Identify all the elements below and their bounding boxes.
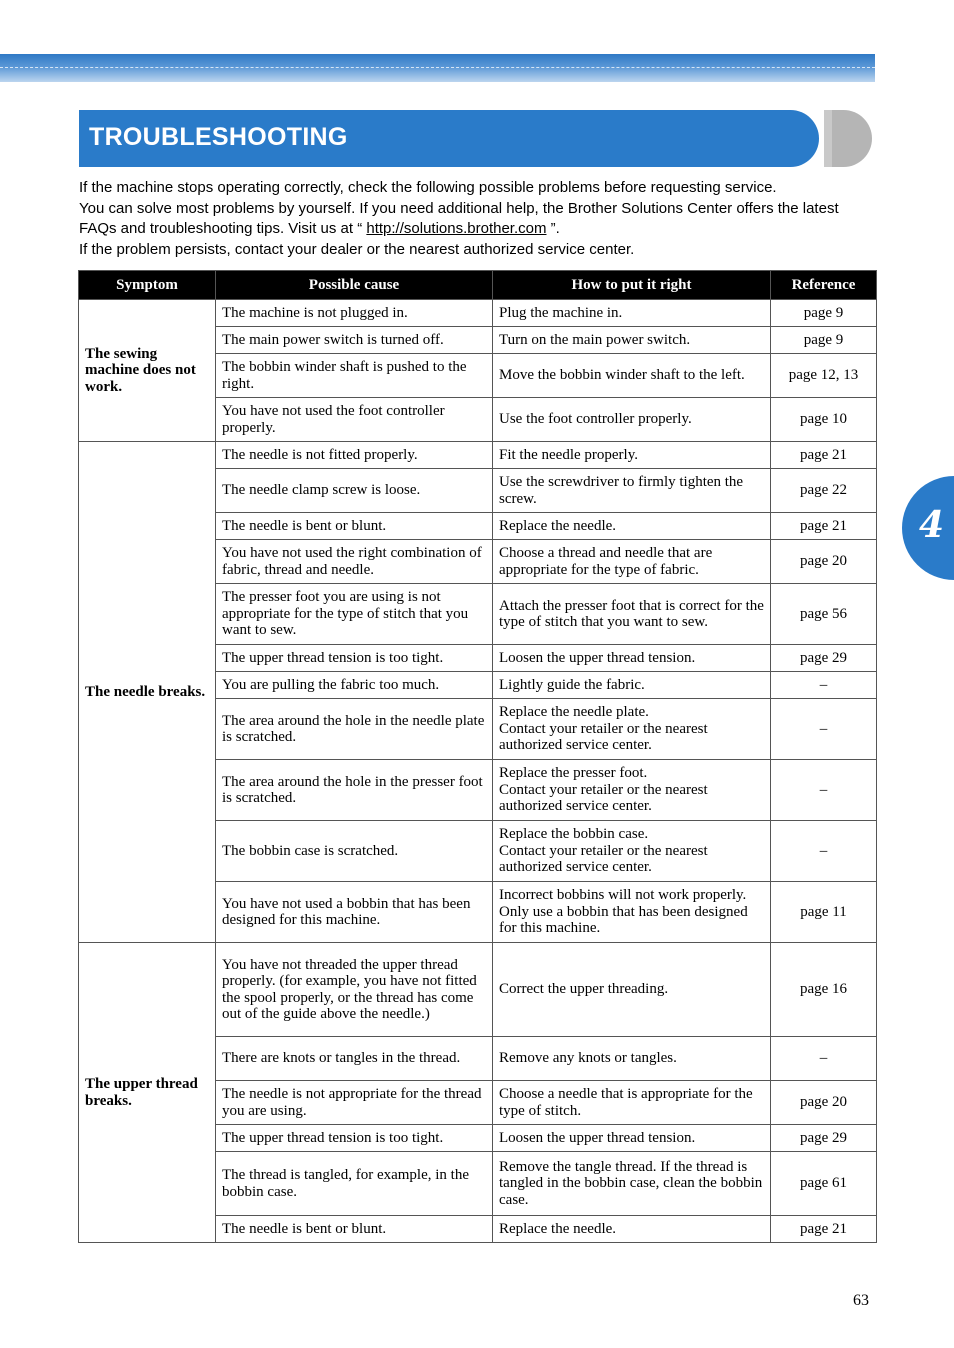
fix-cell: Remove any knots or tangles.: [493, 1037, 771, 1081]
chapter-tab: [902, 476, 954, 580]
cause-cell: The area around the hole in the needle plate is scratched.: [216, 699, 493, 760]
fix-cell: Replace the needle plate. Contact your retailer or the nearest authorized service center.: [493, 699, 771, 760]
reference-cell: page 29: [771, 645, 877, 672]
fix-cell: Replace the needle.: [493, 513, 771, 540]
reference-cell: page 56: [771, 584, 877, 645]
reference-cell: page 29: [771, 1125, 877, 1152]
column-header-cause: Possible cause: [216, 271, 493, 300]
fix-cell: Replace the needle.: [493, 1216, 771, 1243]
intro-paragraph: [79, 199, 869, 240]
intro-paragraph: If the problem persists, contact your dealer or the nearest authorized service center.: [79, 240, 635, 258]
reference-cell: page 12, 13: [771, 354, 877, 398]
fix-cell: Remove the tangle thread. If the thread is tangled in the bobbin case, clean the bobbin case.: [493, 1152, 771, 1216]
cause-cell: The needle is not fitted properly.: [216, 442, 493, 469]
cause-cell: You are pulling the fabric too much.: [216, 672, 493, 699]
reference-cell: page 22: [771, 469, 877, 513]
fix-cell: Lightly guide the fabric.: [493, 672, 771, 699]
fix-cell: Loosen the upper thread tension.: [493, 645, 771, 672]
reference-cell: page 21: [771, 442, 877, 469]
cause-cell: You have not used the right combination of fabric, thread and needle.: [216, 540, 493, 584]
reference-cell: –: [771, 821, 877, 882]
fix-cell: Correct the upper threading.: [493, 943, 771, 1037]
fix-cell: Choose a needle that is appropriate for the type of stitch.: [493, 1081, 771, 1125]
reference-cell: page 20: [771, 1081, 877, 1125]
fix-cell: Loosen the upper thread tension.: [493, 1125, 771, 1152]
fix-cell: Use the foot controller properly.: [493, 398, 771, 442]
reference-cell: page 11: [771, 882, 877, 943]
reference-cell: page 20: [771, 540, 877, 584]
fix-cell: Incorrect bobbins will not work properly. Only use a bobbin that has been designed for this machine.: [493, 882, 771, 943]
section-title-bar: [79, 110, 819, 167]
cause-cell: The thread is tangled, for example, in the bobbin case.: [216, 1152, 493, 1216]
intro-text: [79, 178, 869, 260]
reference-cell: page 10: [771, 398, 877, 442]
cause-cell: The area around the hole in the presser foot is scratched.: [216, 760, 493, 821]
top-decorative-band: [0, 54, 875, 82]
column-header-fix: How to put it right: [493, 271, 771, 300]
fix-cell: Attach the presser foot that is correct for the type of stitch that you want to sew.: [493, 584, 771, 645]
reference-cell: page 9: [771, 300, 877, 327]
fix-cell: Plug the machine in.: [493, 300, 771, 327]
cause-cell: The presser foot you are using is not appropriate for the type of stitch that you want to sew.: [216, 584, 493, 645]
column-header-reference: Reference: [771, 271, 877, 300]
table-row: [79, 943, 877, 1037]
symptom-cell: The sewing machine does not work.: [79, 300, 216, 442]
reference-cell: page 9: [771, 327, 877, 354]
intro-text-segment: ”.: [546, 220, 560, 237]
cause-cell: The needle is bent or blunt.: [216, 1216, 493, 1243]
table-row: [79, 300, 877, 327]
fix-cell: Turn on the main power switch.: [493, 327, 771, 354]
cause-cell: The main power switch is turned off.: [216, 327, 493, 354]
fix-cell: Replace the bobbin case. Contact your retailer or the nearest authorized service center.: [493, 821, 771, 882]
cause-cell: The bobbin winder shaft is pushed to the right.: [216, 354, 493, 398]
cause-cell: You have not used the foot controller properly.: [216, 398, 493, 442]
symptom-cell: The needle breaks.: [79, 442, 216, 943]
cause-cell: The upper thread tension is too tight.: [216, 645, 493, 672]
reference-cell: page 16: [771, 943, 877, 1037]
cause-cell: You have not used a bobbin that has been designed for this machine.: [216, 882, 493, 943]
title-decoration-pill: [832, 110, 872, 167]
reference-cell: –: [771, 760, 877, 821]
reference-cell: page 21: [771, 1216, 877, 1243]
solutions-link[interactable]: http://solutions.brother.com: [366, 220, 547, 237]
reference-cell: –: [771, 672, 877, 699]
column-header-symptom: Symptom: [79, 271, 216, 300]
fix-cell: Replace the presser foot. Contact your retailer or the nearest authorized service center.: [493, 760, 771, 821]
cause-cell: The bobbin case is scratched.: [216, 821, 493, 882]
reference-cell: page 61: [771, 1152, 877, 1216]
symptom-cell: The upper thread breaks.: [79, 943, 216, 1243]
fix-cell: Use the screwdriver to firmly tighten the screw.: [493, 469, 771, 513]
intro-paragraph: If the machine stops operating correctly, check the following possible problems before requesting service.: [79, 179, 777, 196]
fix-cell: Choose a thread and needle that are appropriate for the type of fabric.: [493, 540, 771, 584]
cause-cell: The upper thread tension is too tight.: [216, 1125, 493, 1152]
reference-cell: –: [771, 1037, 877, 1081]
table-body: [79, 300, 877, 1243]
chapter-number: 4: [919, 504, 945, 546]
cause-cell: There are knots or tangles in the thread.: [216, 1037, 493, 1081]
reference-cell: –: [771, 699, 877, 760]
cause-cell: The needle clamp screw is loose.: [216, 469, 493, 513]
cause-cell: The needle is bent or blunt.: [216, 513, 493, 540]
table-header-row: [79, 271, 877, 300]
page-title: TROUBLESHOOTING: [89, 123, 348, 151]
intro-text-segment: You can solve most problems by yourself. If you need additional help, the Brother Solutions Center offers the latest FAQs and troubleshooting tips. Visit us at “: [79, 199, 839, 237]
troubleshooting-table: [78, 270, 877, 1243]
table-row: [79, 442, 877, 469]
page-number: 63: [853, 1292, 869, 1309]
cause-cell: The needle is not appropriate for the thread you are using.: [216, 1081, 493, 1125]
cause-cell: The machine is not plugged in.: [216, 300, 493, 327]
cause-cell: You have not threaded the upper thread properly. (for example, you have not fitted the spool properly, or the thread has come out of the guide above the needle.): [216, 943, 493, 1037]
fix-cell: Fit the needle properly.: [493, 442, 771, 469]
fix-cell: Move the bobbin winder shaft to the left.: [493, 354, 771, 398]
reference-cell: page 21: [771, 513, 877, 540]
